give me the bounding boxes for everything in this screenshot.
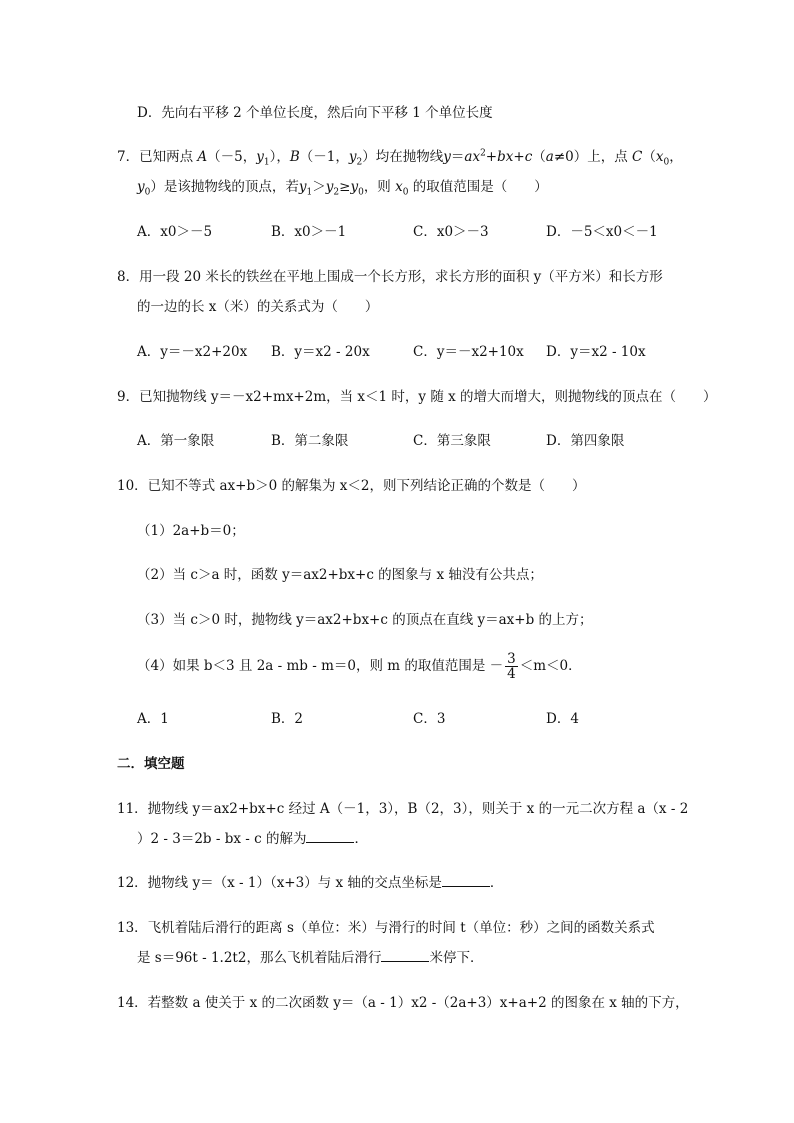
q10-line1: 10．已知不等式 ax+b＞0 的解集为 x＜2，则下列结论正确的个数是（ ） xyxy=(117,478,586,494)
q11-answer-blank[interactable] xyxy=(306,830,354,843)
fraction-numerator: 3 xyxy=(507,651,516,667)
q10-statement-4 xyxy=(137,652,582,681)
q9-option-c[interactable]: C．第三象限 xyxy=(413,433,491,449)
q7-option-c[interactable]: C．x0＞－3 xyxy=(413,224,489,240)
q12-text: 12．抛物线 y＝（x - 1）（x+3）与 x 轴的交点坐标是 xyxy=(117,875,442,891)
q7-point-a: A xyxy=(197,149,208,165)
q7-point-b: B xyxy=(289,149,300,165)
q7-option-b[interactable]: B．x0＞－1 xyxy=(271,224,347,240)
q10-s4-tail: ＜m＜0． xyxy=(519,658,582,674)
q8-line1: 8．用一段 20 米长的铁丝在平地上围成一个长方形，求长方形的面积 y（平方米）和长方形 xyxy=(117,269,663,285)
q13-text: 是 s＝96t - 1.2t2，那么飞机着陆后滑行 xyxy=(137,950,382,966)
q7-on-label: 上，点 xyxy=(587,149,628,165)
q11-text: ）2 - 3＝2b - bx - c 的解为 xyxy=(137,831,307,847)
section-fill-in-blank: 二．填空题 xyxy=(117,756,185,772)
q7-parabola-label: 均在抛物线 xyxy=(375,149,444,165)
q12-answer-blank[interactable] xyxy=(442,874,490,887)
q13-answer-blank[interactable] xyxy=(381,949,429,962)
q8-line2: 的一边的长 x（米）的关系式为（ ） xyxy=(137,299,379,315)
q7-range-tail: 的取值范围是（ ） xyxy=(412,179,548,195)
q9-option-d[interactable]: D．第四象限 xyxy=(546,433,625,449)
q10-option-c[interactable]: C．3 xyxy=(413,711,446,727)
q11-tail: ． xyxy=(354,831,368,847)
q7-point-c: C xyxy=(632,149,643,165)
q7-option-a[interactable]: A．x0＞－5 xyxy=(137,224,213,240)
q8-option-c[interactable]: C．y＝－x2+10x xyxy=(413,344,524,360)
q13-tail: 米停下． xyxy=(429,950,484,966)
q9-line1: 9．已知抛物线 y＝－x2+mx+2m，当 x＜1 时，y 随 x 的增大而增大，则抛物线的顶点在（ ） xyxy=(117,389,717,405)
q10-s4-text: （4）如果 b＜3 且 2a - mb - m＝0，则 m 的取值范围是 － xyxy=(137,658,504,674)
q10-option-d[interactable]: D．4 xyxy=(546,711,579,727)
q7-line2: $y_0$）是该抛物线的顶点，若$y_1>y_2\ge y_0$，则 $x_0$ 的取值范围是（ ） xyxy=(137,179,548,198)
q7-line1: 7．已知两点 A（－5，$y_1$），B（－1，$y_2$）均在抛物线$y=ax^2+bx+c(a\ne 0)$上，点 $C(x_0$， xyxy=(117,148,683,168)
q8-option-b[interactable]: B．y＝x2 - 20x xyxy=(271,344,370,360)
q11-line1: 11．抛物线 y＝ax2+bx+c 经过 A（－1，3），B（2，3），则关于 x 的一元二次方程 a（x - 2 xyxy=(117,801,689,817)
q11-line2 xyxy=(137,830,368,848)
q7-vertex-text: 是该抛物线的顶点，若 xyxy=(163,179,299,195)
q8-option-a[interactable]: A．y＝－x2+20x xyxy=(137,344,248,360)
fraction-denominator: 4 xyxy=(507,666,516,682)
q10-option-b[interactable]: B．2 xyxy=(271,711,304,727)
q13-line1: 13．飞机着陆后滑行的距离 s（单位：米）与滑行的时间 t（单位：秒）之间的函数关系式 xyxy=(117,920,655,936)
fraction xyxy=(505,652,518,681)
q10-statement-1: （1）2a+b＝0； xyxy=(137,523,245,539)
q8-option-d[interactable]: D．y＝x2 - 10x xyxy=(546,344,646,360)
q7-number: 7． xyxy=(117,149,140,165)
q7-range-text: ，则 xyxy=(363,179,391,195)
q12-tail: ． xyxy=(489,875,504,891)
q7-intro: 已知两点 xyxy=(139,149,194,165)
q10-option-a[interactable]: A．1 xyxy=(137,711,169,727)
q10-statement-3: （3）当 c＞0 时，抛物线 y＝ax2+bx+c 的顶点在直线 y＝ax+b 的上方； xyxy=(137,612,593,628)
q13-line2 xyxy=(137,949,483,967)
q6-option-d: D．先向右平移 2 个单位长度，然后向下平移 1 个单位长度 xyxy=(137,105,493,121)
q12-line xyxy=(117,874,503,892)
q9-option-a[interactable]: A．第一象限 xyxy=(137,433,215,449)
q10-statement-2: （2）当 c＞a 时，函数 y＝ax2+bx+c 的图象与 x 轴没有公共点； xyxy=(137,567,543,583)
q9-option-b[interactable]: B．第二象限 xyxy=(271,433,349,449)
q14-line1: 14．若整数 a 使关于 x 的二次函数 y＝（a - 1）x2 -（2a+3）x+a+2 的图象在 x 轴的下方， xyxy=(117,995,689,1011)
q7-option-d[interactable]: D．－5＜x0＜－1 xyxy=(546,224,658,240)
